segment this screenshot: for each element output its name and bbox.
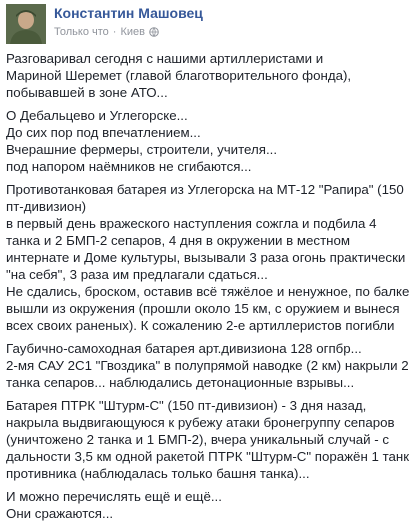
text-line: Мариной Шеремет (главой благотворительного фонда), [6,68,352,83]
post-location[interactable]: Киев [120,26,145,38]
text-line: Батарея ПТРК "Штурм-С" (150 пт-дивизион) - 3 дня назад, [6,398,367,413]
meta-separator: · [112,26,117,38]
text-line: в первый день вражеского наступления сожгла и подбила 4 [6,216,377,231]
paragraph [6,340,409,391]
text-line: 2-мя САУ 2С1 "Гвоздика" в полупрямой наводке (2 км) накрыли 2 [6,358,409,373]
text-line: противника (наблюдалась только башня танка)... [6,466,310,481]
paragraph [6,397,410,482]
text-line: накрыла выдвигающуюся к рубежу атаки бронегруппу сепаров [6,415,395,430]
post-timestamp[interactable]: Только что [54,26,109,38]
text-line: (уничтожено 2 танка и 1 БМП-2), вчера уникальный случай - с [6,432,390,447]
avatar-photo [6,4,46,44]
globe-icon [149,27,159,37]
text-line: под напором наёмников не сгибаются... [6,159,252,174]
text-line: дальности 3,5 км одной ракетой ПТРК "Штурм-С" поражён 1 танк [6,449,410,464]
text-line: побывавшей в зоне АТО... [6,85,168,100]
text-line: "на себя", 3 раза им предлагали сдаться... [6,267,268,282]
avatar[interactable] [6,4,46,44]
text-line: всех своих раненых). К сожалению 2-е артиллеристов погибли [6,318,395,333]
text-line: До сих пор под впечатлением... [6,125,201,140]
text-line: И можно перечислять ещё и ещё... [6,489,222,504]
paragraph [6,181,410,334]
text-line: Вчерашние фермеры, строители, учителя... [6,142,278,157]
paragraph [6,107,404,175]
text-line: пт-дивизион) [6,199,87,214]
post-body [6,50,410,528]
text-line: Не сдались, броском, оставив всё тяжёлое и ненужное, по балке [6,284,410,299]
text-line: О Дебальцево и Углегорске... [6,108,188,123]
post-meta [54,26,159,38]
paragraph [6,50,404,101]
text-line: интернате и Доме культуры, вызывали 3 раза огонь практически [6,250,406,265]
text-line: танка и 2 БМП-2 сепаров, 4 дня в окружении в местном [6,233,351,248]
author-name[interactable]: Константин Машовец [54,5,203,21]
text-line: Они сражаются... [6,506,114,521]
text-line: вышли из окружения (прошли около 15 км, с оружием и вынеся [6,301,400,316]
paragraph [6,488,404,522]
text-line: Разговаривал сегодня с нашими артиллеристами и [6,51,324,66]
text-line: танка сепаров... наблюдались детонационные взрывы... [6,375,355,390]
text-line: Гаубично-самоходная батарея арт.дивизиона 128 огпбр... [6,341,362,356]
text-line: Противотанковая батарея из Углегорска на МТ-12 "Рапира" (150 [6,182,404,197]
